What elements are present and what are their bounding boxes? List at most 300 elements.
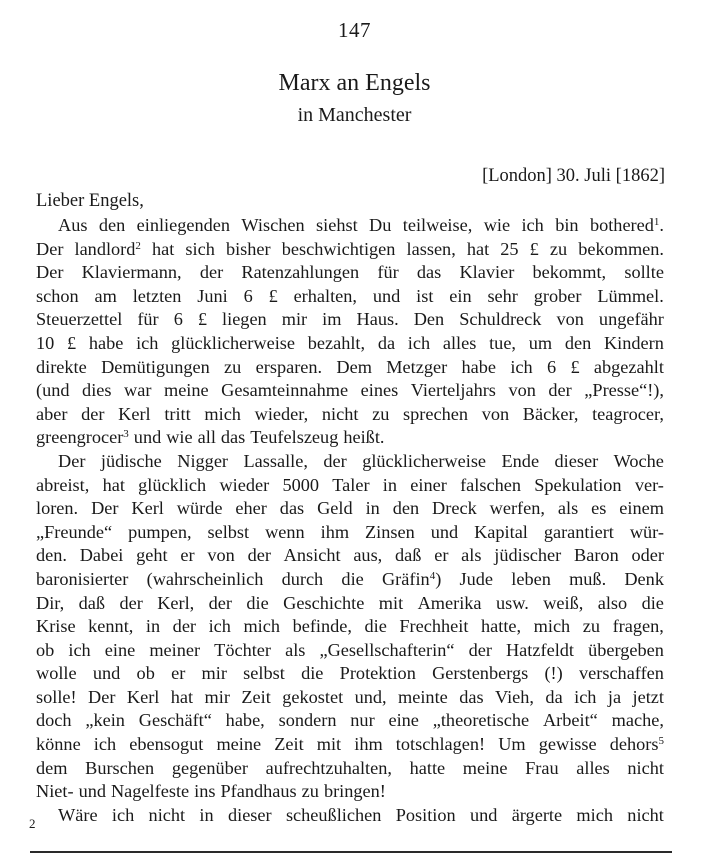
word: 25 <box>500 238 519 259</box>
word: ob <box>136 663 155 684</box>
word: ich <box>510 356 533 377</box>
word: bekommen. <box>578 238 664 259</box>
word: habe, <box>225 710 265 731</box>
word: die <box>246 592 269 613</box>
word: Baron <box>574 545 619 566</box>
word: Geschäft“ <box>138 710 212 731</box>
word: Der <box>36 262 64 283</box>
word: baronisierter <box>36 568 129 589</box>
text-line <box>36 379 664 403</box>
word: direkte <box>36 356 87 377</box>
word: Du <box>369 215 392 235</box>
word: all <box>197 427 216 448</box>
word: Ansicht <box>283 545 341 566</box>
text-line <box>36 238 664 262</box>
text-line <box>36 426 664 450</box>
word: der <box>81 403 105 424</box>
word: mit <box>378 592 404 613</box>
word: mich <box>243 616 281 637</box>
word: „Gesellschafterin“ <box>319 639 455 660</box>
word: meine <box>462 757 508 778</box>
word: ich <box>93 734 117 755</box>
word: aus, <box>353 545 383 566</box>
word: ersparen. <box>255 356 323 377</box>
word: Kerl <box>131 498 164 519</box>
text-line <box>36 639 664 663</box>
word: hat <box>170 686 194 707</box>
word: Der <box>58 450 86 471</box>
word: muß. <box>569 568 607 589</box>
word: mir <box>204 686 230 707</box>
word: 6 <box>546 356 557 377</box>
word: Vieh, <box>494 686 534 707</box>
word: teilweise, <box>402 215 473 235</box>
word: Pfandhaus <box>220 781 297 802</box>
word: gekostet <box>282 686 344 707</box>
word: würde <box>176 498 223 519</box>
word: da <box>377 332 396 353</box>
word: Bäcker, <box>522 403 579 424</box>
word: in <box>199 804 214 825</box>
word: wür- <box>629 521 664 542</box>
text-line <box>36 804 664 828</box>
word: Gräfin$^4$) <box>381 568 442 589</box>
word: ebensogut <box>129 734 204 755</box>
word: dehors$^5$ <box>609 734 664 755</box>
word: bothered$^1$. <box>589 215 664 235</box>
word: Demütigungen <box>101 356 210 377</box>
text-line <box>36 686 664 710</box>
word: er <box>434 545 449 566</box>
footnote-ref-5: 5 <box>658 735 664 748</box>
word: Ratenzahlungen <box>241 262 360 283</box>
word: nicht <box>148 804 186 825</box>
word: Frechheit <box>399 616 469 637</box>
word: den <box>392 498 420 519</box>
word: das <box>279 498 305 519</box>
word: daß <box>395 545 422 566</box>
word: meinte <box>398 686 448 707</box>
word: Taler <box>332 474 370 495</box>
word: den <box>564 332 592 353</box>
word: liegen <box>222 309 267 330</box>
word: in <box>382 474 398 495</box>
word: aber <box>36 403 68 424</box>
word: und <box>430 521 459 542</box>
word: Burschen <box>85 757 155 778</box>
word: glücklich <box>138 474 207 495</box>
word: übergeben <box>588 639 664 660</box>
word: Klaviermann, <box>81 262 182 283</box>
word: und <box>92 663 121 684</box>
word: und <box>469 804 498 825</box>
word: Kapital <box>474 521 528 542</box>
word: Position <box>395 804 456 825</box>
word: meine <box>216 734 262 755</box>
word: er <box>171 663 186 684</box>
word: Gesamteinnahme <box>221 380 349 401</box>
word: falschen <box>460 474 521 495</box>
word: Geld <box>317 498 353 519</box>
word: der <box>208 592 232 613</box>
text-line <box>36 474 664 498</box>
word: bringen! <box>323 781 386 802</box>
word: den. <box>36 545 67 566</box>
word: Töchter <box>214 639 271 660</box>
footnote-ref-4: 4 <box>429 569 436 582</box>
word: Metzger <box>386 356 448 377</box>
word: nicht <box>627 757 664 778</box>
text-line <box>36 450 664 474</box>
word: Nigger <box>177 450 229 471</box>
word: 6 <box>173 309 183 330</box>
word: Der <box>91 498 119 519</box>
word: Spekulation <box>534 474 622 495</box>
word: Der <box>36 238 64 259</box>
text-line <box>36 780 664 804</box>
text-fragment: . <box>659 215 664 235</box>
word: Haus. <box>356 309 399 330</box>
word: ins <box>194 781 216 802</box>
word: tritt <box>164 403 191 424</box>
word: tue, <box>489 332 516 353</box>
word: Protektion <box>339 663 416 684</box>
word: habe <box>461 356 497 377</box>
word: also <box>597 592 628 613</box>
word: letzten <box>132 285 182 306</box>
word: ich <box>68 639 91 660</box>
footnote-ref-1: 1 <box>653 216 660 228</box>
word: da <box>545 686 563 707</box>
word: Wäre <box>58 804 98 825</box>
word: einer <box>410 474 447 495</box>
word: ungefähr <box>598 309 664 330</box>
word: dies <box>82 380 112 401</box>
word: abgezahlt <box>593 356 664 377</box>
word: verschaffen <box>578 663 664 684</box>
word: nicht <box>627 804 664 825</box>
word: jetzt <box>632 686 664 707</box>
word: Dir, <box>36 592 65 613</box>
word: Klavier <box>459 262 515 283</box>
text-line <box>36 544 664 568</box>
word: erhalten, <box>293 285 358 306</box>
word: von <box>207 545 235 566</box>
word: der <box>119 592 143 613</box>
word: £ <box>529 238 539 259</box>
word: Hatzfeldt <box>505 639 574 660</box>
word: Juni <box>197 285 228 306</box>
word: das <box>416 262 442 283</box>
footnote-ref-3: 3 <box>123 428 129 441</box>
word: und <box>372 285 401 306</box>
word: ich <box>521 215 544 235</box>
word: teagrocer, <box>592 403 664 424</box>
word: ein <box>449 285 472 306</box>
word: um <box>528 332 553 353</box>
word: wieder <box>219 474 270 495</box>
text-line <box>36 356 664 380</box>
word: der <box>172 616 197 637</box>
word: solle! <box>36 686 77 707</box>
word: befinde, <box>292 616 352 637</box>
text-line <box>36 709 664 733</box>
word: totschlagen! <box>395 734 486 755</box>
margin-mark: 2 <box>29 816 36 831</box>
word: gegenüber <box>171 757 248 778</box>
word: hat <box>152 238 175 259</box>
word: beschwichtigen <box>281 238 396 259</box>
word: daß <box>78 592 106 613</box>
word: ich <box>574 686 597 707</box>
word: greengrocer$^3$ <box>36 427 129 448</box>
word: Lümmel. <box>597 285 664 306</box>
word: £ <box>67 332 77 353</box>
word: eine <box>388 710 419 731</box>
word: £ <box>197 309 207 330</box>
footnote-ref-2: 2 <box>135 239 141 252</box>
word: die <box>364 616 387 637</box>
word: Krise <box>36 616 76 637</box>
word: mich <box>533 616 571 637</box>
word: hat <box>102 474 125 495</box>
text-line <box>36 521 664 545</box>
word: wenn <box>265 521 305 542</box>
word: selbst <box>207 521 250 542</box>
word: für <box>137 309 159 330</box>
word: für <box>377 262 399 283</box>
word: und, <box>354 686 387 707</box>
word: oder <box>631 545 664 566</box>
word: mir <box>201 663 227 684</box>
word: Lassalle, <box>243 450 308 471</box>
word: £ <box>268 285 278 306</box>
word: ihm <box>320 521 350 542</box>
word: Geschichte <box>283 592 365 613</box>
word: alles <box>576 757 610 778</box>
word: ich <box>111 804 135 825</box>
word: glücklicherweise <box>171 332 296 353</box>
word: garantiert <box>543 521 614 542</box>
word: sollte <box>624 262 664 283</box>
word: ärgerte <box>511 804 563 825</box>
word: als <box>285 639 306 660</box>
word: in <box>145 616 161 637</box>
word: ich <box>407 332 431 353</box>
word: aufrechtzuhalten, <box>265 757 392 778</box>
word: Niet- <box>36 781 74 802</box>
word: Wischen <box>241 215 305 235</box>
word: zu <box>224 356 242 377</box>
word: die <box>341 568 364 589</box>
word: in <box>365 498 380 519</box>
word: werfen, <box>489 498 545 519</box>
word: und <box>133 427 162 448</box>
word: ich <box>136 332 159 353</box>
word: wieder, <box>254 403 309 424</box>
word: Der <box>88 686 116 707</box>
word: scheußlichen <box>285 804 382 825</box>
word: ver- <box>634 474 664 495</box>
word: usw. <box>495 592 529 613</box>
word: als <box>461 545 482 566</box>
word: dem <box>36 757 68 778</box>
text-line <box>36 308 664 332</box>
word: bin <box>555 215 579 235</box>
word: 5000 <box>282 474 319 495</box>
word: Ende <box>501 450 540 471</box>
word: Kerl, <box>157 592 195 613</box>
word: wolle <box>36 663 77 684</box>
word: gewisse <box>538 734 597 755</box>
word: Kindern <box>603 332 664 353</box>
word: als <box>557 498 579 519</box>
word: sprechen <box>403 403 469 424</box>
word: landlord$^2$ <box>74 238 141 259</box>
letter-body <box>36 214 664 827</box>
word: leben <box>511 568 551 589</box>
word: Denk <box>624 568 664 589</box>
word: mich <box>576 804 613 825</box>
letter-title: Marx an Engels <box>278 70 431 96</box>
footer-rule <box>30 851 672 853</box>
text-line <box>36 662 664 686</box>
letter-salutation: Lieber Engels, <box>36 191 144 211</box>
word: (wahrscheinlich <box>146 568 264 589</box>
word: zu <box>582 616 601 637</box>
word: mich <box>204 403 241 424</box>
word: der <box>199 262 224 283</box>
word: ich <box>208 616 231 637</box>
word: das <box>459 686 484 707</box>
word: Jude <box>459 568 494 589</box>
word: siehst <box>316 215 358 235</box>
word: eines <box>360 380 399 401</box>
text-line <box>36 757 664 781</box>
word: Den <box>413 309 445 330</box>
word: (und <box>36 380 70 401</box>
word: ihm <box>354 734 383 755</box>
word: war <box>124 380 152 401</box>
word: dieser <box>554 450 599 471</box>
word: von <box>481 403 510 424</box>
text-line <box>36 568 664 592</box>
word: kennt, <box>88 616 134 637</box>
word: könne <box>36 734 81 755</box>
word: „theoretische <box>432 710 530 731</box>
word: einliegenden <box>136 215 231 235</box>
word: zu <box>372 403 390 424</box>
word: Gerstenbergs <box>432 663 529 684</box>
word: hatte, <box>480 616 522 637</box>
word: nicht <box>321 403 359 424</box>
word: zu <box>549 238 568 259</box>
word: schon <box>36 285 79 306</box>
text-line <box>36 285 664 309</box>
letter-dateline: [London] 30. Juli [1862] <box>482 166 665 186</box>
word: mit <box>316 734 342 755</box>
text-line <box>36 615 664 639</box>
word: pumpen, <box>128 521 192 542</box>
word: eher <box>235 498 267 519</box>
word: Dem <box>336 356 372 377</box>
word: sehr <box>487 285 518 306</box>
word: grober <box>533 285 582 306</box>
word: jüdischer <box>494 545 562 566</box>
word: selbst <box>243 663 285 684</box>
word: und <box>78 781 106 802</box>
word: von <box>508 380 536 401</box>
text-line <box>36 261 664 285</box>
text-line <box>36 214 664 238</box>
word: es <box>591 498 607 519</box>
word: habe <box>88 332 124 353</box>
word: Amerika <box>417 592 482 613</box>
text-line <box>36 733 664 757</box>
word: bekommt, <box>532 262 607 283</box>
word: Steuerzettel <box>36 309 123 330</box>
page-number: 147 <box>338 18 371 42</box>
word: Dabei <box>79 545 124 566</box>
word: Aus <box>58 215 88 235</box>
word: wie <box>166 427 193 448</box>
word: am <box>94 285 117 306</box>
letter-subtitle: in Manchester <box>297 104 412 126</box>
word: glücklicherweise <box>362 450 487 471</box>
word: Teufelszeug <box>250 427 339 448</box>
word: (!) <box>544 663 563 684</box>
word: durch <box>281 568 324 589</box>
word: den <box>98 215 126 235</box>
word: jüdische <box>100 450 162 471</box>
word: bisher <box>225 238 271 259</box>
word: die <box>641 592 664 613</box>
word: lassen, <box>406 238 456 259</box>
word: Schuldreck <box>459 309 542 330</box>
text-line <box>36 592 664 616</box>
word: eine <box>104 639 136 660</box>
word: „kein <box>85 710 125 731</box>
word: einem <box>619 498 664 519</box>
word: Zinsen <box>365 521 415 542</box>
word: dieser <box>227 804 272 825</box>
word: Nagelfeste <box>110 781 190 802</box>
word: Frau <box>525 757 559 778</box>
word: hatte <box>409 757 446 778</box>
word: heißt. <box>343 427 385 448</box>
word: nur <box>350 710 375 731</box>
word: der <box>323 450 347 471</box>
word: Dreck <box>432 498 477 519</box>
word: die <box>301 663 324 684</box>
word: Vierteljahrs <box>410 380 496 401</box>
word: alles <box>442 332 477 353</box>
word: Um <box>498 734 526 755</box>
word: abreist, <box>36 474 90 495</box>
word: Zeit <box>274 734 304 755</box>
word: loren. <box>36 498 79 519</box>
word: er <box>180 545 195 566</box>
word: mache, <box>611 710 664 731</box>
word: ja <box>607 686 622 707</box>
word: mir <box>281 309 308 330</box>
word: meine <box>163 380 209 401</box>
word: 6 <box>243 285 253 306</box>
word: „Freunde“ <box>36 521 113 542</box>
word: ob <box>36 639 55 660</box>
word: hat <box>466 238 490 259</box>
word: Zeit <box>241 686 271 707</box>
